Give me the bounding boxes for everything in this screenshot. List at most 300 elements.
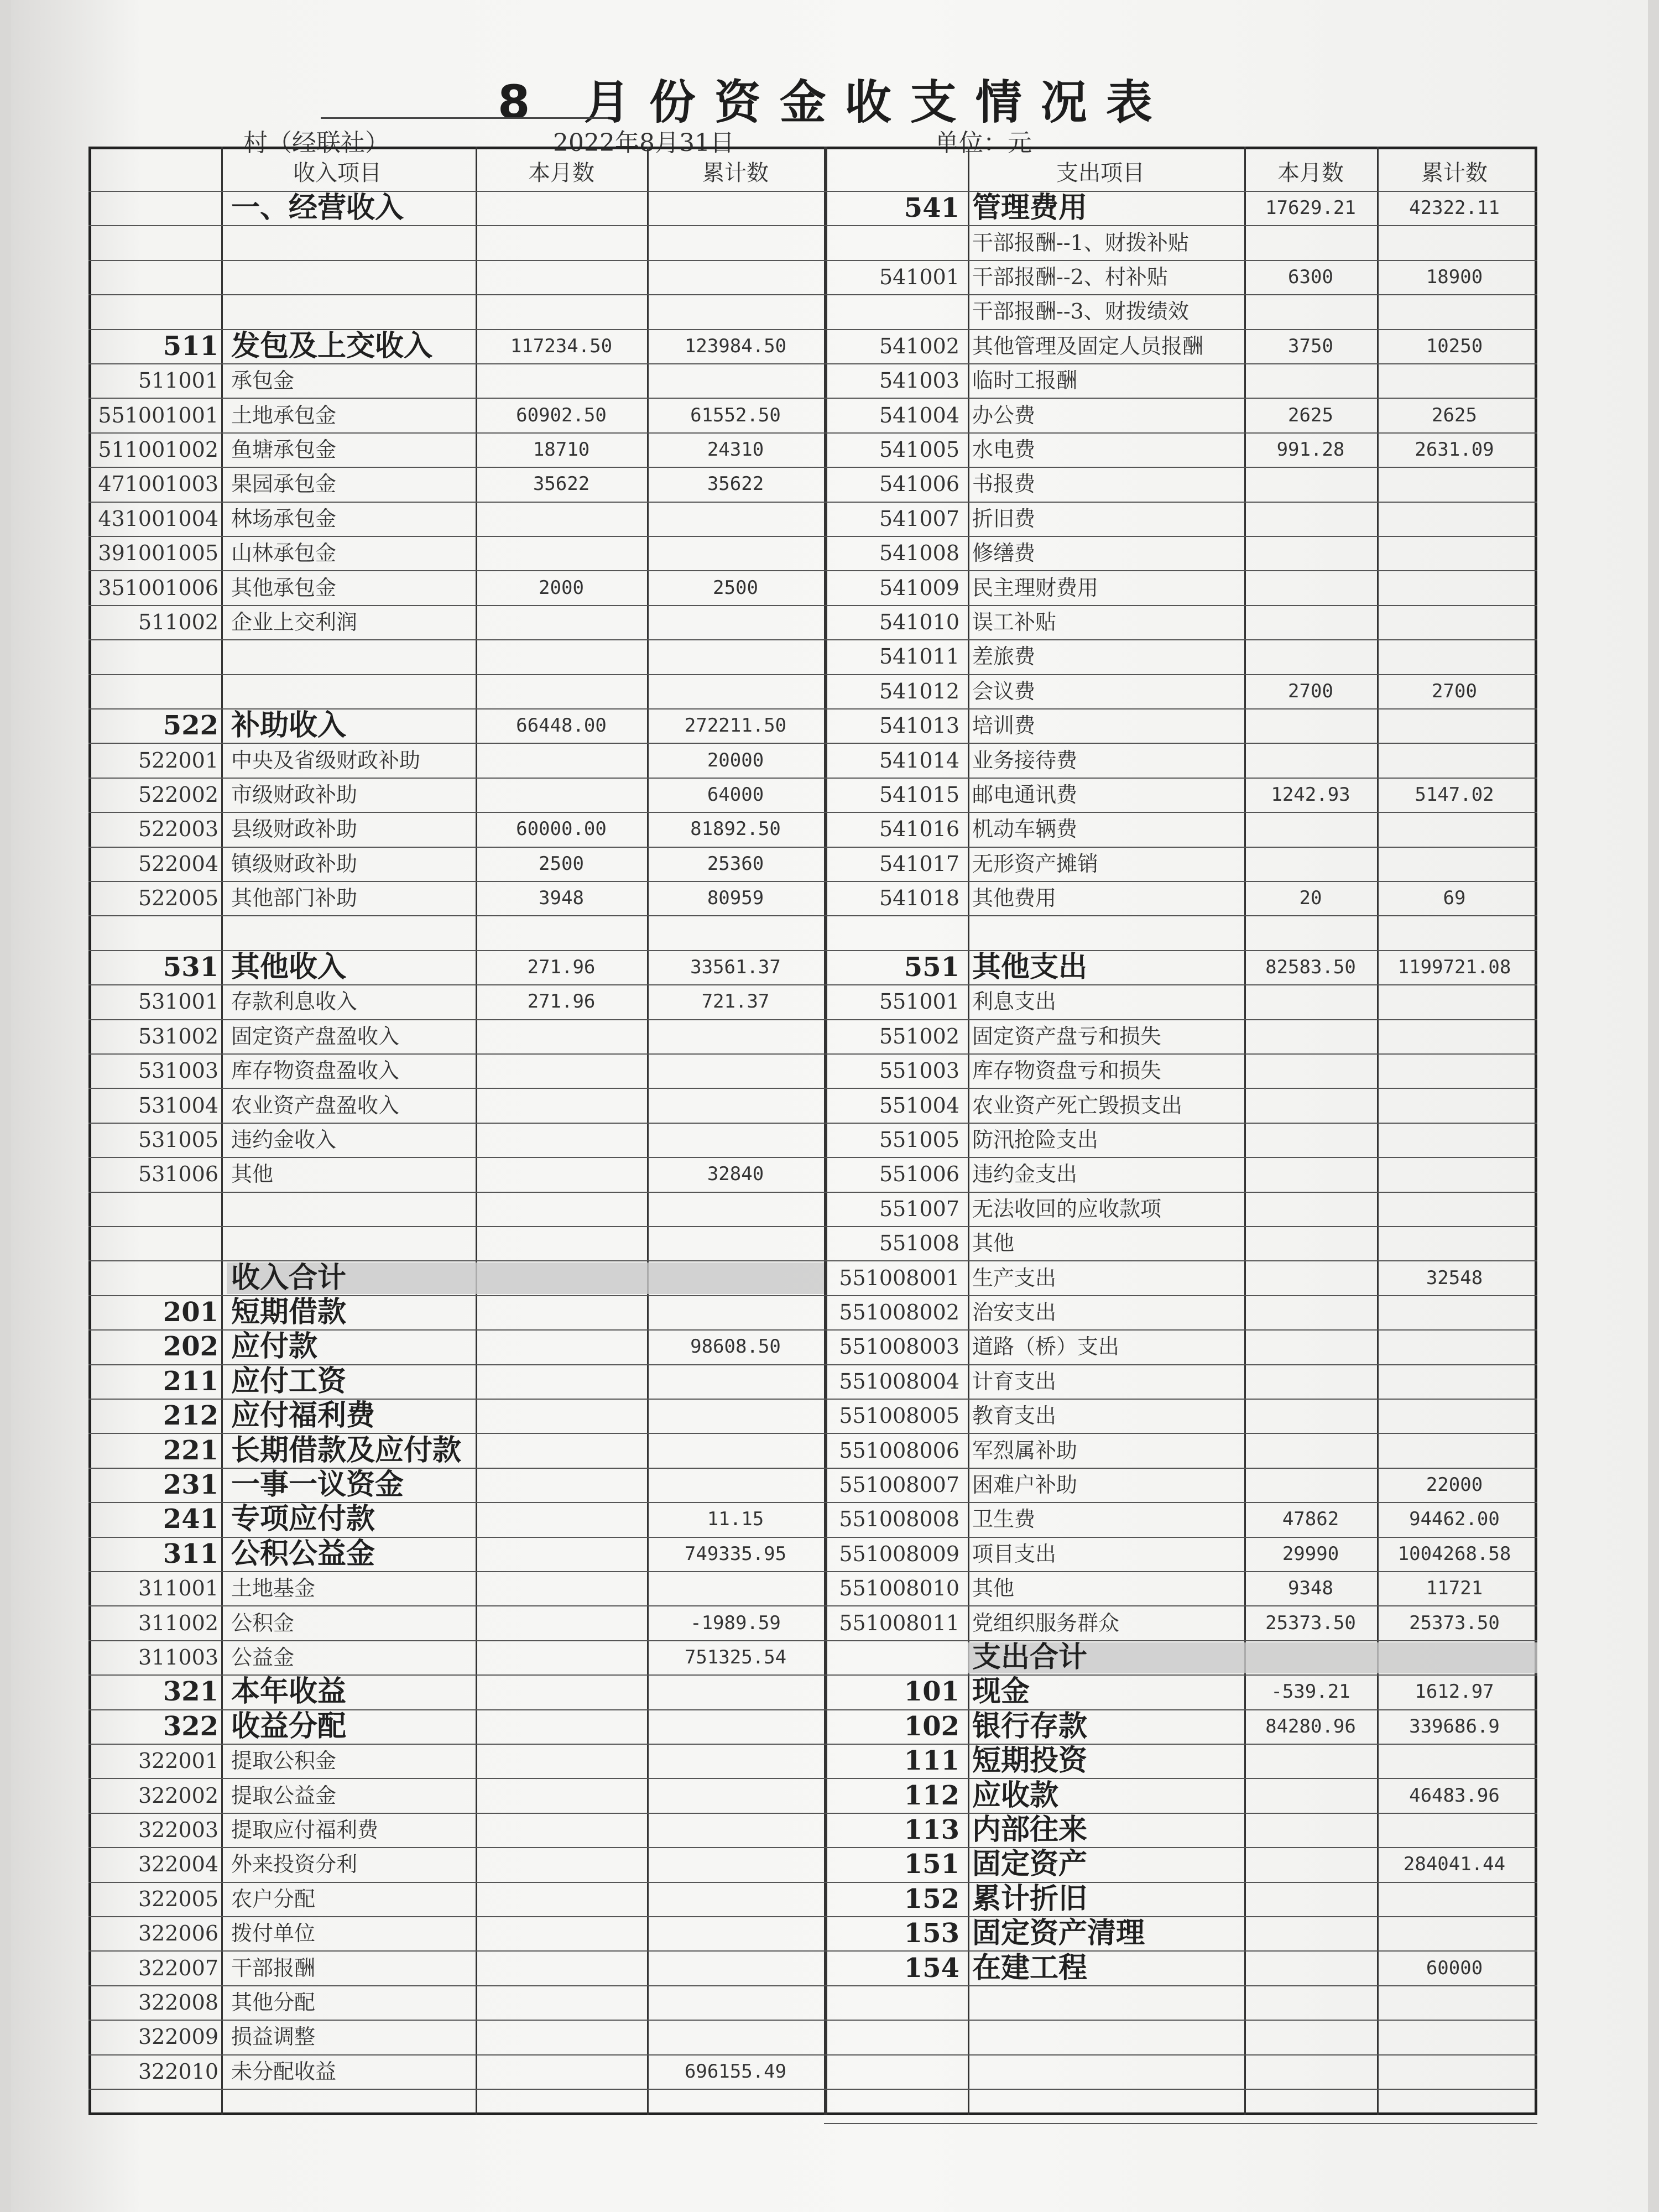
- right-item-label: 其他管理及固定人员报酬: [972, 333, 1204, 358]
- left-account-code: 322008: [138, 1990, 218, 2015]
- left-item-label: 果园承包金: [231, 472, 337, 497]
- left-account-code: 531002: [138, 1024, 218, 1048]
- right-month-value: 1242.93: [1271, 784, 1350, 806]
- left-account-code: 202: [163, 1331, 218, 1363]
- left-month-value: 60000.00: [516, 818, 607, 841]
- right-item-label: 差旅费: [972, 644, 1036, 669]
- right-item-label: 其他费用: [972, 886, 1057, 911]
- row-rule: [824, 363, 1537, 364]
- right-account-code: 551008001: [839, 1265, 959, 1290]
- right-item-label: 短期投资: [972, 1744, 1088, 1778]
- right-item-label: 其他支出: [972, 950, 1088, 984]
- left-cumulative-value: 749335.95: [684, 1542, 787, 1565]
- right-cumulative-value: 25373.50: [1409, 1611, 1500, 1634]
- left-account-code: 322005: [138, 1886, 218, 1911]
- left-item-label: 短期借款: [231, 1295, 347, 1329]
- right-month-value: 20: [1299, 887, 1322, 910]
- row-rule: [88, 363, 824, 364]
- row-rule: [88, 260, 824, 261]
- left-item-label: 林场承包金: [231, 506, 337, 531]
- left-account-code: 322007: [138, 1955, 218, 1980]
- row-rule: [824, 812, 1537, 813]
- left-item-label: 提取公积金: [231, 1749, 337, 1773]
- right-account-code: 541011: [879, 644, 959, 669]
- row-rule: [88, 1778, 824, 1779]
- left-account-code: 511001: [138, 368, 218, 393]
- row-rule: [88, 778, 824, 779]
- right-month-value: 3750: [1288, 335, 1333, 357]
- right-account-code: 551008006: [839, 1438, 959, 1463]
- right-month-value: 2625: [1288, 404, 1333, 426]
- right-account-code: 551002: [879, 1024, 959, 1048]
- left-item-label: 拨付单位: [231, 1921, 316, 1946]
- row-rule: [824, 1295, 1537, 1296]
- left-item-label: 其他收入: [231, 950, 347, 984]
- right-cumulative-value: 284041.44: [1403, 1853, 1506, 1876]
- right-item-label: 生产支出: [972, 1265, 1057, 1290]
- left-month-value: 3948: [539, 887, 584, 910]
- left-account-code: 531001: [138, 989, 218, 1014]
- right-month-value: 47862: [1282, 1508, 1339, 1531]
- left-cumulative-value: 721.37: [701, 990, 770, 1013]
- left-account-code: 221: [163, 1434, 218, 1466]
- left-account-code: 311001: [138, 1576, 218, 1601]
- right-item-label: 应收款: [972, 1778, 1059, 1812]
- left-item-label: 县级财政补助: [231, 817, 358, 842]
- left-cumulative-value: 80959: [707, 887, 764, 910]
- row-rule: [824, 260, 1537, 261]
- left-item-label: 长期借款及应付款: [231, 1433, 462, 1467]
- row-rule: [88, 1329, 824, 1331]
- right-account-code: 551008011: [839, 1610, 959, 1635]
- left-account-code: 522004: [138, 851, 218, 876]
- left-account-code: 522: [163, 710, 218, 742]
- right-month-value: 9348: [1288, 1577, 1333, 1600]
- left-item-label: 中央及省级财政补助: [231, 748, 421, 773]
- left-account-code: 551001001: [98, 403, 218, 427]
- left-account-code: 241: [163, 1504, 218, 1535]
- row-rule: [88, 605, 824, 606]
- row-rule: [824, 536, 1537, 537]
- left-account-code: 322: [163, 1710, 218, 1742]
- left-item-label: 固定资产盘盈收入: [231, 1024, 400, 1048]
- row-rule: [88, 1640, 824, 1641]
- right-account-code: 551007: [879, 1196, 959, 1221]
- row-rule: [88, 2054, 824, 2056]
- left-item-label: 市级财政补助: [231, 782, 358, 807]
- left-item-label: 土地承包金: [231, 403, 337, 427]
- income-cum-header: 累计数: [702, 160, 769, 186]
- left-item-label: 公积公益金: [231, 1536, 375, 1571]
- column-rule: [221, 147, 223, 2115]
- right-item-label: 误工补贴: [972, 610, 1057, 634]
- row-rule: [88, 1295, 824, 1296]
- right-item-label: 会议费: [972, 679, 1036, 703]
- left-item-label: 库存物资盘盈收入: [231, 1058, 400, 1083]
- row-rule: [88, 2089, 824, 2090]
- left-item-label: 应付工资: [231, 1364, 347, 1398]
- row-rule: [88, 1847, 824, 1848]
- row-rule: [88, 1709, 824, 1710]
- row-rule: [824, 778, 1537, 779]
- right-cumulative-value: 32548: [1426, 1266, 1483, 1289]
- right-month-value: 25373.50: [1265, 1611, 1356, 1634]
- left-item-label: 补助收入: [231, 708, 347, 743]
- left-account-code: 322006: [138, 1921, 218, 1946]
- row-rule: [88, 984, 824, 985]
- left-month-value: 117234.50: [510, 335, 613, 357]
- right-item-label: 固定资产清理: [972, 1916, 1145, 1950]
- right-item-label: 管理费用: [972, 191, 1088, 225]
- left-cumulative-value: 696155.49: [684, 2060, 787, 2083]
- right-account-code: 551008005: [839, 1404, 959, 1428]
- row-rule: [824, 1674, 1537, 1676]
- right-account-code: 551008009: [839, 1541, 959, 1566]
- left-account-code: 311003: [138, 1645, 218, 1670]
- right-item-label: 折旧费: [972, 506, 1036, 531]
- right-account-code: 551006: [879, 1162, 959, 1187]
- row-rule: [88, 1468, 824, 1469]
- page-title: 8 月份资金收支情况表: [498, 75, 1171, 129]
- row-rule: [824, 1019, 1537, 1020]
- row-rule: [824, 1260, 1537, 1261]
- left-account-code: 522002: [138, 782, 218, 807]
- row-rule: [88, 1226, 824, 1227]
- right-month-value: 6300: [1288, 266, 1333, 288]
- row-rule: [824, 915, 1537, 916]
- right-cumulative-value: 18900: [1426, 266, 1483, 288]
- row-rule: [88, 1674, 824, 1676]
- row-rule: [824, 570, 1537, 571]
- left-month-value: 66448.00: [516, 714, 607, 737]
- left-month-value: 271.96: [527, 956, 596, 978]
- right-item-label: 银行存款: [972, 1709, 1088, 1743]
- right-cumulative-value: 2631.09: [1415, 439, 1494, 461]
- right-account-code: 541005: [879, 437, 959, 462]
- right-item-label: 累计折旧: [972, 1881, 1088, 1916]
- left-account-code: 322009: [138, 2025, 218, 2049]
- right-item-label: 其他: [972, 1231, 1015, 1256]
- right-account-code: 541006: [879, 472, 959, 497]
- left-item-label: 外来投资分利: [231, 1852, 358, 1877]
- right-account-code: 541016: [879, 817, 959, 842]
- row-rule: [824, 432, 1537, 434]
- right-item-label: 农业资产死亡毁损支出: [972, 1093, 1183, 1118]
- row-rule: [824, 674, 1537, 675]
- row-rule: [824, 1813, 1537, 1814]
- right-item-label: 军烈属补助: [972, 1438, 1078, 1463]
- left-item-label: 其他分配: [231, 1990, 316, 2015]
- row-rule: [824, 1088, 1537, 1089]
- left-item-label: 专项应付款: [231, 1502, 375, 1536]
- row-rule: [824, 1571, 1537, 1572]
- left-account-code: 471001003: [98, 472, 218, 497]
- left-account-code: 322002: [138, 1783, 218, 1808]
- paper-sheet: [11, 0, 1648, 2212]
- ledger-table: [88, 147, 1548, 2126]
- right-account-code: 541015: [879, 782, 959, 807]
- row-rule: [824, 1123, 1537, 1124]
- row-rule: [824, 2123, 1537, 2124]
- row-rule: [88, 674, 824, 675]
- left-account-code: 511: [163, 330, 218, 362]
- right-account-code: 541004: [879, 403, 959, 427]
- left-month-value: 60902.50: [516, 404, 607, 426]
- right-item-label: 临时工报酬: [972, 368, 1078, 393]
- expense-item-header: 支出项目: [1056, 160, 1145, 186]
- row-rule: [88, 2020, 824, 2021]
- left-item-label: 农业资产盘盈收入: [231, 1093, 400, 1118]
- right-item-label: 业务接待费: [972, 748, 1078, 773]
- row-rule: [88, 432, 824, 434]
- left-item-label: 一、经营收入: [231, 191, 404, 225]
- left-item-label: 其他部门补助: [231, 886, 358, 911]
- row-rule: [824, 2089, 1537, 2090]
- right-account-code: 541017: [879, 851, 959, 876]
- left-account-code: 211: [163, 1365, 218, 1397]
- row-rule: [824, 1847, 1537, 1848]
- left-cumulative-value: 64000: [707, 784, 764, 806]
- row-rule: [88, 1123, 824, 1124]
- row-rule: [824, 1950, 1537, 1952]
- row-rule: [88, 1744, 824, 1745]
- row-rule: [824, 1399, 1537, 1400]
- right-item-label: 修缮费: [972, 541, 1036, 566]
- right-account-code: 101: [904, 1676, 959, 1708]
- right-item-label: 利息支出: [972, 989, 1057, 1014]
- left-item-label: 其他: [231, 1162, 274, 1187]
- right-account-code: 551008003: [839, 1334, 959, 1359]
- left-item-label: 土地基金: [231, 1576, 316, 1601]
- right-item-label: 邮电通讯费: [972, 782, 1078, 807]
- left-account-code: 531003: [138, 1058, 218, 1083]
- right-cumulative-value: 1612.97: [1415, 1681, 1494, 1703]
- left-cumulative-value: 25360: [707, 852, 764, 875]
- left-month-value: 2500: [539, 852, 584, 875]
- right-account-code: 541014: [879, 748, 959, 773]
- right-item-label: 干部报酬--3、财拨绩效: [972, 299, 1189, 324]
- left-account-code: 511001002: [98, 437, 218, 462]
- right-account-code: 112: [904, 1780, 959, 1811]
- row-rule: [824, 1502, 1537, 1503]
- left-account-code: 231: [163, 1469, 218, 1500]
- left-item-label: 提取应付福利费: [231, 1818, 379, 1842]
- row-rule: [88, 1813, 824, 1814]
- row-rule: [824, 950, 1537, 951]
- right-account-code: 541008: [879, 541, 959, 566]
- right-item-label: 无形资产摊销: [972, 851, 1099, 876]
- left-cumulative-value: -1989.59: [690, 1611, 781, 1634]
- row-rule: [824, 1433, 1537, 1434]
- income-month-header: 本月数: [528, 160, 594, 186]
- row-rule: [88, 1571, 824, 1572]
- left-item-label: 损益调整: [231, 2025, 316, 2049]
- row-rule: [824, 225, 1537, 226]
- left-account-code: 212: [163, 1400, 218, 1432]
- right-cumulative-value: 60000: [1426, 1957, 1483, 1979]
- right-account-code: 541003: [879, 368, 959, 393]
- right-item-label: 民主理财费用: [972, 575, 1099, 600]
- left-account-code: 321: [163, 1676, 218, 1708]
- left-account-code: 351001006: [98, 575, 218, 600]
- right-account-code: 551001: [879, 989, 959, 1014]
- right-month-value: 82583.50: [1265, 956, 1356, 978]
- right-month-value: 991.28: [1276, 439, 1345, 461]
- right-cumulative-value: 42322.11: [1409, 197, 1500, 220]
- row-rule: [824, 2054, 1537, 2056]
- row-rule: [824, 708, 1537, 709]
- right-cumulative-value: 11721: [1426, 1577, 1483, 1600]
- row-rule: [88, 743, 824, 744]
- left-account-code: 311: [163, 1538, 218, 1569]
- right-cumulative-value: 94462.00: [1409, 1508, 1500, 1531]
- left-item-label: 其他承包金: [231, 575, 337, 600]
- row-rule: [88, 1882, 824, 1883]
- row-rule: [88, 847, 824, 848]
- right-item-label: 其他: [972, 1576, 1015, 1601]
- right-account-code: 551008004: [839, 1369, 959, 1394]
- right-item-label: 治安支出: [972, 1300, 1057, 1324]
- row-rule: [88, 812, 824, 813]
- left-item-label: 企业上交利润: [231, 610, 358, 634]
- right-account-code: 551008008: [839, 1507, 959, 1532]
- left-item-label: 公益金: [231, 1645, 295, 1670]
- row-rule: [88, 467, 824, 468]
- left-cumulative-value: 35622: [707, 473, 764, 495]
- right-item-label: 支出合计: [972, 1640, 1088, 1674]
- left-account-code: 391001005: [98, 541, 218, 566]
- right-account-code: 154: [904, 1952, 959, 1984]
- right-item-label: 计育支出: [972, 1369, 1057, 1394]
- row-rule: [824, 1053, 1537, 1055]
- row-rule: [88, 1537, 824, 1538]
- left-account-code: 531006: [138, 1162, 218, 1187]
- row-rule: [824, 1605, 1537, 1606]
- right-account-code: 541013: [879, 713, 959, 738]
- left-item-label: 未分配收益: [231, 2059, 337, 2084]
- right-item-label: 困难户补助: [972, 1473, 1078, 1497]
- left-item-label: 鱼塘承包金: [231, 437, 337, 462]
- left-cumulative-value: 33561.37: [690, 956, 781, 978]
- row-rule: [824, 605, 1537, 606]
- row-rule: [88, 294, 824, 295]
- left-month-value: 18710: [533, 439, 590, 461]
- row-rule: [88, 1916, 824, 1917]
- right-item-label: 教育支出: [972, 1404, 1057, 1428]
- right-item-label: 违约金支出: [972, 1162, 1078, 1187]
- row-rule: [824, 1882, 1537, 1883]
- right-item-label: 干部报酬--1、财拨补贴: [972, 230, 1189, 255]
- right-month-value: 17629.21: [1265, 197, 1356, 220]
- left-account-code: 322010: [138, 2059, 218, 2084]
- row-rule: [824, 1157, 1537, 1158]
- row-rule: [88, 1985, 824, 1986]
- row-rule: [88, 1019, 824, 1020]
- row-rule: [824, 1778, 1537, 1779]
- row-rule: [88, 502, 824, 503]
- left-cumulative-value: 11.15: [707, 1508, 764, 1531]
- expense-month-header: 本月数: [1277, 160, 1344, 186]
- row-rule: [824, 1640, 1537, 1641]
- right-account-code: 151: [904, 1849, 959, 1880]
- left-item-label: 镇级财政补助: [231, 851, 358, 876]
- right-month-value: -539.21: [1271, 1681, 1350, 1703]
- right-month-value: 84280.96: [1265, 1715, 1356, 1738]
- right-item-label: 防汛抢险支出: [972, 1128, 1099, 1152]
- right-account-code: 541012: [879, 679, 959, 703]
- left-account-code: 201: [163, 1297, 218, 1328]
- right-cumulative-value: 69: [1443, 887, 1466, 910]
- left-cumulative-value: 2500: [713, 576, 758, 599]
- right-item-label: 在建工程: [972, 1950, 1088, 1985]
- row-rule: [88, 1364, 824, 1365]
- right-cumulative-value: 22000: [1426, 1474, 1483, 1496]
- left-cumulative-value: 98608.50: [690, 1335, 781, 1358]
- right-account-code: 102: [904, 1710, 959, 1742]
- right-account-code: 541002: [879, 333, 959, 358]
- left-item-label: 收益分配: [231, 1709, 347, 1743]
- row-rule: [824, 881, 1537, 882]
- right-cumulative-value: 10250: [1426, 335, 1483, 357]
- right-item-label: 项目支出: [972, 1541, 1057, 1566]
- left-item-label: 一事一议资金: [231, 1468, 404, 1501]
- right-cumulative-value: 2700: [1432, 680, 1477, 702]
- left-item-label: 存款利息收入: [231, 989, 358, 1014]
- right-account-code: 113: [904, 1814, 959, 1845]
- right-account-code: 551004: [879, 1093, 959, 1118]
- left-month-value: 35622: [533, 473, 590, 495]
- row-rule: [824, 1744, 1537, 1745]
- left-cumulative-value: 61552.50: [690, 404, 781, 426]
- left-item-label: 公积金: [231, 1610, 295, 1635]
- left-account-code: 311002: [138, 1610, 218, 1635]
- title-underline: [321, 117, 608, 119]
- right-item-label: 水电费: [972, 437, 1036, 462]
- right-account-code: 541007: [879, 506, 959, 531]
- right-item-label: 机动车辆费: [972, 817, 1078, 842]
- left-cumulative-value: 272211.50: [684, 714, 787, 737]
- left-account-code: 522003: [138, 817, 218, 842]
- row-rule: [824, 984, 1537, 985]
- row-rule: [88, 1157, 824, 1158]
- right-cumulative-value: 46483.96: [1409, 1784, 1500, 1807]
- row-rule: [824, 1468, 1537, 1469]
- left-item-label: 农户分配: [231, 1886, 316, 1911]
- right-item-label: 书报费: [972, 472, 1036, 497]
- right-item-label: 内部往来: [972, 1813, 1088, 1846]
- right-account-code: 541: [904, 192, 959, 224]
- left-item-label: 干部报酬: [231, 1955, 316, 1980]
- right-item-label: 干部报酬--2、村补贴: [972, 265, 1168, 289]
- left-account-code: 531005: [138, 1128, 218, 1152]
- row-rule: [824, 1537, 1537, 1538]
- row-rule: [824, 294, 1537, 295]
- row-rule: [88, 950, 824, 951]
- left-item-label: 发包及上交收入: [231, 328, 433, 363]
- row-rule: [824, 639, 1537, 640]
- left-item-label: 应付福利费: [231, 1399, 375, 1433]
- right-account-code: 111: [904, 1745, 959, 1777]
- village-label: 村（经联社）: [243, 129, 389, 157]
- right-account-code: 551005: [879, 1128, 959, 1152]
- left-account-code: 322001: [138, 1749, 218, 1773]
- row-rule: [824, 743, 1537, 744]
- right-month-value: 2700: [1288, 680, 1333, 702]
- row-rule: [88, 536, 824, 537]
- right-cumulative-value: 1004268.58: [1397, 1542, 1511, 1565]
- row-rule: [88, 398, 824, 399]
- left-cumulative-value: 123984.50: [684, 335, 787, 357]
